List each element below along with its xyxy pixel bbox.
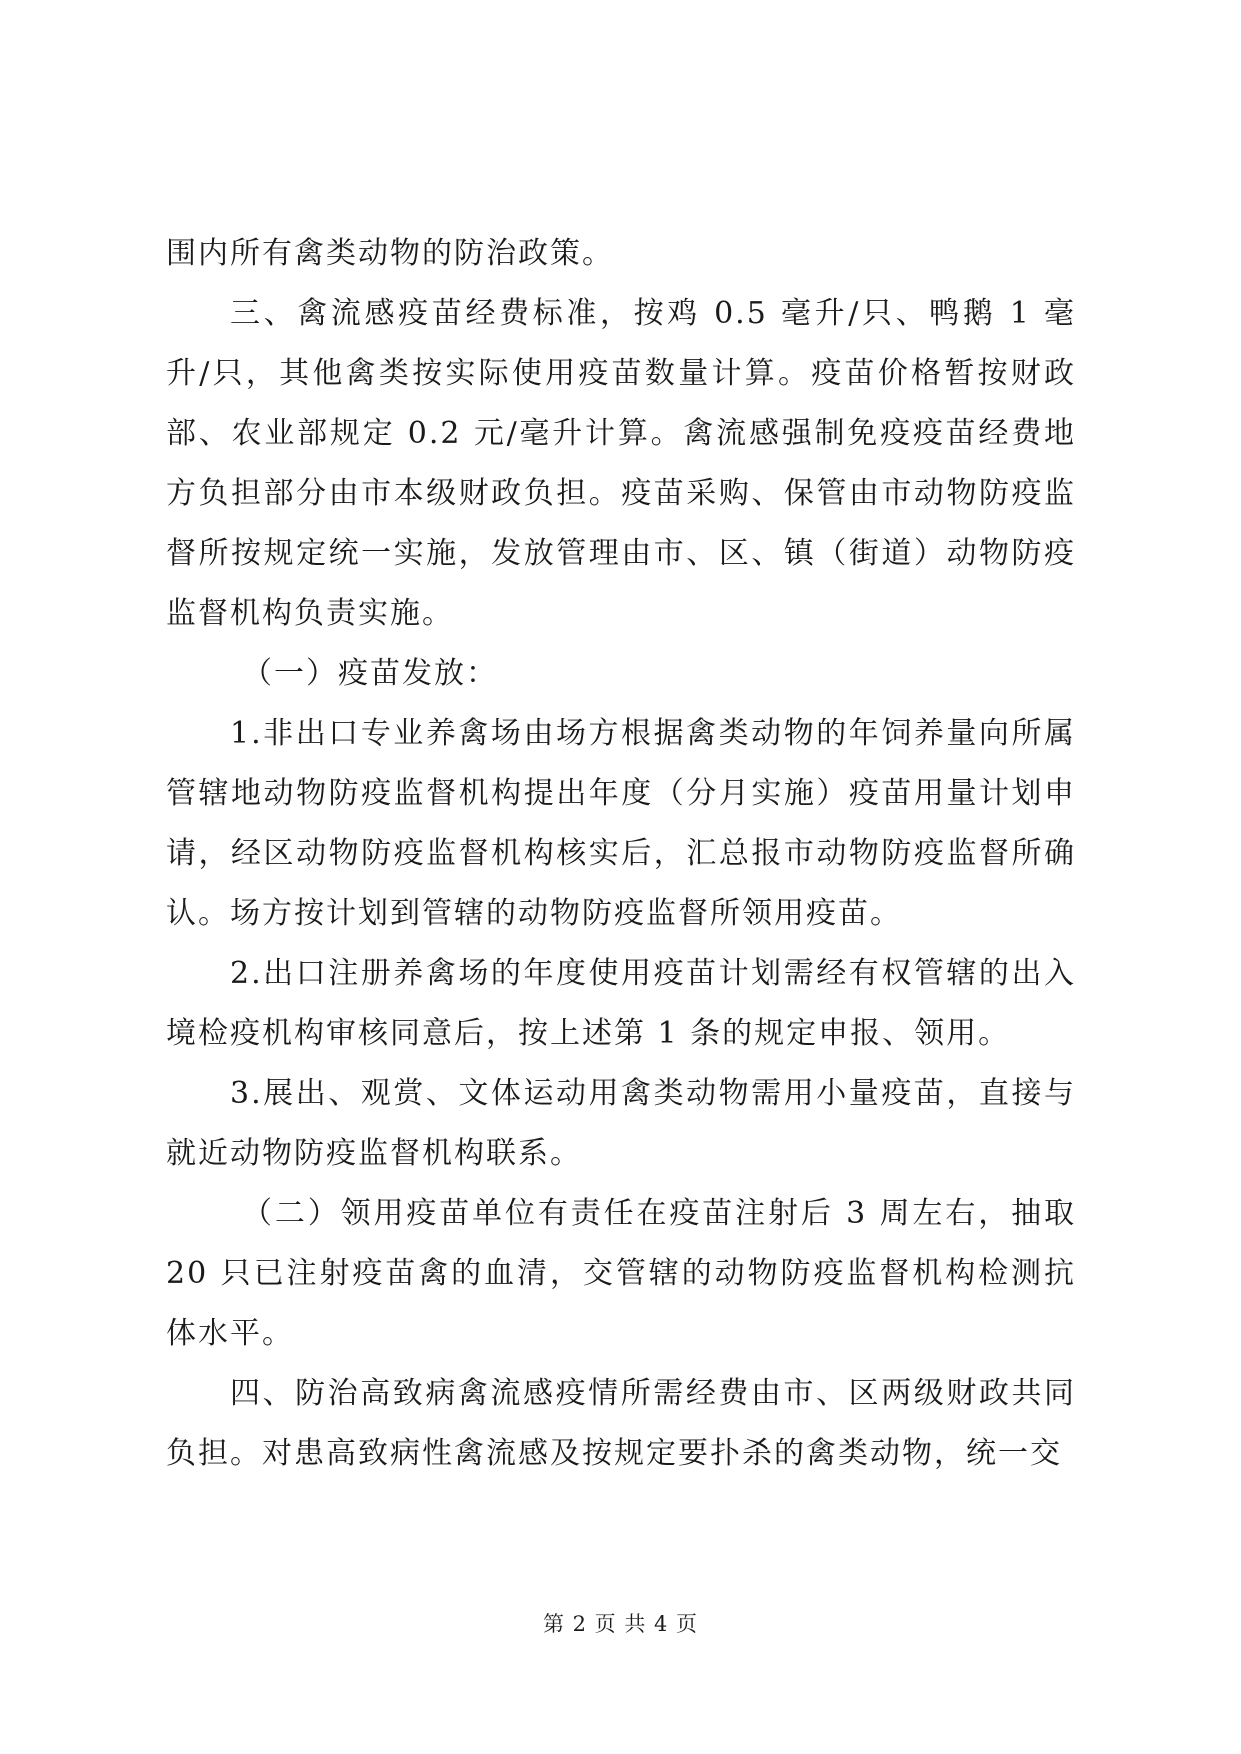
paragraph-subheading-one: （一）疫苗发放： (242, 656, 498, 691)
paragraph-item-three: 3.展出、观赏、文体运动用禽类动物需用小量疫苗，直接与就近动物防疫监督机构联系。 (166, 1076, 1076, 1171)
page-number-footer: 第 2 页 共 4 页 (542, 1612, 699, 1636)
paragraph-section-four: 四、防治高致病禽流感疫情所需经费由市、区两级财政共同负担。对患高致病性禽流感及按规定要扑杀的禽类动物，统一交 (166, 1376, 1076, 1471)
paragraph-item-one: 1.非出口专业养禽场由场方根据禽类动物的年饲养量向所属管辖地动物防疫监督机构提出年度（分月实施）疫苗用量计划申请，经区动物防疫监督机构核实后，汇总报市动物防疫监督所确认。场方按计划到管辖的动物防疫监督所领用疫苗。 (166, 716, 1076, 931)
document-body (166, 224, 1076, 1484)
paragraph-continuation: 围内所有禽类动物的防治政策。 (166, 236, 614, 271)
paragraph-section-three: 三、禽流感疫苗经费标准，按鸡 0.5 毫升/只、鸭鹅 1 毫升/只，其他禽类按实际使用疫苗数量计算。疫苗价格暂按财政部、农业部规定 0.2 元/毫升计算。禽流感强制免疫疫苗经费地方负担部分由市本级财政负担。疫苗采购、保管由市动物防疫监督所按规定统一实施，发放管理由市、区、镇（街道）动物防疫监督机构负责实施。 (166, 296, 1076, 631)
paragraph-item-two: 2.出口注册养禽场的年度使用疫苗计划需经有权管辖的出入境检疫机构审核同意后，按上述第 1 条的规定申报、领用。 (166, 956, 1076, 1051)
paragraph-subheading-two: （二）领用疫苗单位有责任在疫苗注射后 3 周左右，抽取 20 只已注射疫苗禽的血清，交管辖的动物防疫监督机构检测抗体水平。 (166, 1196, 1076, 1351)
